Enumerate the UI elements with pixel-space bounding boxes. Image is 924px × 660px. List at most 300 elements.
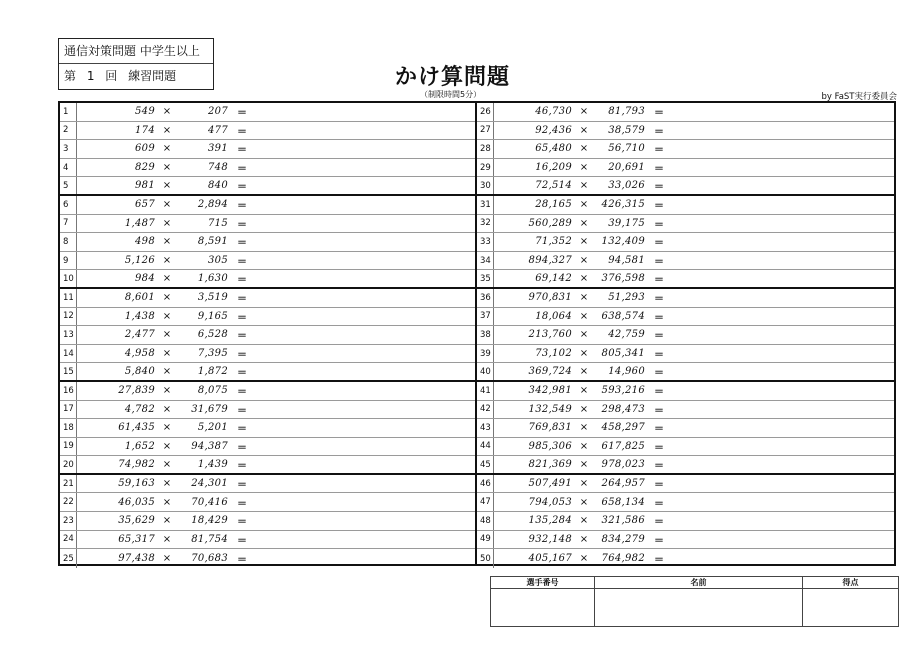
answer-space[interactable]: [673, 215, 894, 233]
problem-number: 34: [477, 252, 494, 270]
equals-sign: ＝: [237, 219, 247, 231]
problem-row: [60, 475, 475, 494]
equals-sign: ＝: [654, 442, 664, 454]
multiplicand: 46,035: [118, 496, 155, 508]
multiplier: 658,134: [601, 496, 645, 508]
multiplier: 2,894: [197, 199, 228, 211]
multiplier: 978,023: [601, 459, 645, 471]
multiply-sign: ×: [579, 292, 589, 304]
answer-space[interactable]: [673, 233, 894, 251]
problem-row: [477, 159, 894, 178]
answer-space[interactable]: [673, 363, 894, 380]
multiplier: 7,395: [197, 348, 228, 360]
equals-sign: ＝: [237, 331, 247, 343]
multiplier: 81,793: [608, 106, 645, 118]
equals-sign: ＝: [237, 517, 247, 529]
multiplicand: 8,601: [124, 292, 155, 304]
multiplier: 376,598: [601, 273, 645, 285]
multiply-sign: ×: [579, 217, 589, 229]
multiplier: 298,473: [601, 403, 645, 415]
multiply-sign: ×: [579, 422, 589, 434]
problem-row: [477, 438, 894, 457]
problem-number: 50: [477, 549, 494, 568]
problem-row: [477, 233, 894, 252]
answer-space[interactable]: [256, 215, 475, 233]
problem-number: 38: [477, 326, 494, 344]
multiplier: 715: [208, 217, 228, 229]
answer-space[interactable]: [256, 233, 475, 251]
problem-row: [60, 215, 475, 234]
answer-space[interactable]: [673, 438, 894, 456]
problem-row: [477, 103, 894, 122]
equals-sign: ＝: [654, 294, 664, 306]
problem-number: 26: [477, 103, 494, 121]
answer-space[interactable]: [256, 289, 475, 307]
multiply-sign: ×: [162, 366, 172, 378]
multiply-sign: ×: [162, 553, 172, 565]
answer-space[interactable]: [256, 531, 475, 549]
problem-row: [60, 438, 475, 457]
answer-space[interactable]: [673, 549, 894, 568]
multiply-sign: ×: [579, 533, 589, 545]
multiplicand: 46,730: [535, 106, 572, 118]
problem-number: 45: [477, 456, 494, 473]
equals-sign: ＝: [654, 182, 664, 194]
answer-space[interactable]: [256, 103, 475, 121]
problem-number: 40: [477, 363, 494, 380]
multiply-sign: ×: [162, 292, 172, 304]
equals-sign: ＝: [237, 201, 247, 213]
multiply-sign: ×: [162, 329, 172, 341]
multiply-sign: ×: [162, 199, 172, 211]
problem-row: [60, 177, 475, 196]
problem-row: [477, 140, 894, 159]
multiplier: 458,297: [601, 422, 645, 434]
multiplicand: 794,053: [528, 496, 572, 508]
problems-column-right: [477, 103, 894, 567]
problem-number: 44: [477, 438, 494, 456]
equals-sign: ＝: [237, 442, 247, 454]
multiply-sign: ×: [162, 385, 172, 397]
multiply-sign: ×: [162, 478, 172, 490]
multiplicand: 932,148: [528, 533, 572, 545]
problem-number: 18: [60, 419, 77, 437]
answer-space[interactable]: [673, 512, 894, 530]
answer-space[interactable]: [256, 549, 475, 568]
equals-sign: ＝: [654, 461, 664, 473]
multiply-sign: ×: [579, 143, 589, 155]
answer-space[interactable]: [673, 122, 894, 140]
multiplicand: 65,480: [535, 143, 572, 155]
answer-space[interactable]: [256, 401, 475, 419]
multiplier: 56,710: [608, 143, 645, 155]
problem-number: 35: [477, 270, 494, 287]
problem-row: [477, 177, 894, 196]
multiplicand: 5,840: [124, 366, 155, 378]
player-number-cell[interactable]: [491, 589, 595, 627]
equals-sign: ＝: [654, 145, 664, 157]
multiplicand: 61,435: [118, 422, 155, 434]
problem-row: [477, 196, 894, 215]
problem-row: [60, 382, 475, 401]
multiply-sign: ×: [162, 143, 172, 155]
multiplier: 20,691: [608, 162, 645, 174]
multiply-sign: ×: [162, 440, 172, 452]
answer-space[interactable]: [673, 493, 894, 511]
equals-sign: ＝: [237, 461, 247, 473]
problem-row: [60, 252, 475, 271]
equals-sign: ＝: [654, 368, 664, 380]
equals-sign: ＝: [237, 126, 247, 138]
problem-row: [60, 270, 475, 289]
multiplicand: 981: [135, 180, 155, 192]
answer-space[interactable]: [256, 493, 475, 511]
credit-text: by FaST実行委員会: [821, 92, 897, 102]
multiplier: 24,301: [191, 478, 228, 490]
multiplier: 1,872: [197, 366, 228, 378]
problem-row: [477, 252, 894, 271]
answer-space[interactable]: [256, 419, 475, 437]
problem-number: 14: [60, 345, 77, 363]
multiplicand: 72,514: [535, 180, 572, 192]
worksheet-info-box: [58, 38, 214, 90]
equals-sign: ＝: [654, 555, 664, 567]
problem-number: 48: [477, 512, 494, 530]
problem-number: 29: [477, 159, 494, 177]
multiplier: 39,175: [608, 217, 645, 229]
equals-sign: ＝: [237, 498, 247, 510]
multiplier: 840: [208, 180, 228, 192]
equals-sign: ＝: [237, 480, 247, 492]
multiplier: 94,387: [191, 440, 228, 452]
equals-sign: ＝: [654, 424, 664, 436]
answer-space[interactable]: [673, 308, 894, 326]
equals-sign: ＝: [654, 331, 664, 343]
multiplier: 9,165: [197, 310, 228, 322]
multiplicand: 405,167: [528, 553, 572, 565]
problem-number: 22: [60, 493, 77, 511]
name-cell[interactable]: [595, 589, 803, 627]
equals-sign: ＝: [654, 387, 664, 399]
problem-row: [60, 549, 475, 568]
multiplicand: 71,352: [535, 236, 572, 248]
problem-row: [60, 103, 475, 122]
multiplicand: 549: [135, 106, 155, 118]
problem-row: [60, 456, 475, 475]
multiplicand: 769,831: [528, 422, 572, 434]
multiplicand: 507,491: [528, 478, 572, 490]
equals-sign: ＝: [654, 498, 664, 510]
answer-space[interactable]: [256, 363, 475, 380]
problem-row: [477, 456, 894, 475]
problem-number: 10: [60, 270, 77, 287]
multiplicand: 821,369: [528, 459, 572, 471]
problem-number: 24: [60, 531, 77, 549]
problem-number: 20: [60, 456, 77, 473]
problem-number: 31: [477, 196, 494, 214]
equals-sign: ＝: [237, 238, 247, 250]
problem-number: 5: [60, 177, 77, 194]
multiplier: 51,293: [608, 292, 645, 304]
problem-row: [477, 401, 894, 420]
multiplicand: 74,982: [118, 459, 155, 471]
multiplier: 5,201: [197, 422, 228, 434]
problem-number: 3: [60, 140, 77, 158]
problem-row: [477, 531, 894, 550]
multiplicand: 92,436: [535, 124, 572, 136]
answer-space[interactable]: [673, 252, 894, 270]
multiply-sign: ×: [579, 385, 589, 397]
multiply-sign: ×: [162, 180, 172, 192]
answer-space[interactable]: [673, 401, 894, 419]
multiply-sign: ×: [162, 124, 172, 136]
multiplier: 834,279: [601, 533, 645, 545]
multiplier: 132,409: [601, 236, 645, 248]
equals-sign: ＝: [654, 535, 664, 547]
equals-sign: ＝: [237, 145, 247, 157]
problem-number: 32: [477, 215, 494, 233]
problem-number: 39: [477, 345, 494, 363]
problem-number: 1: [60, 103, 77, 121]
answer-space[interactable]: [673, 345, 894, 363]
problem-number: 25: [60, 549, 77, 568]
problem-number: 7: [60, 215, 77, 233]
multiplier: 638,574: [601, 310, 645, 322]
multiply-sign: ×: [162, 273, 172, 285]
multiply-sign: ×: [162, 162, 172, 174]
score-header: 得点: [803, 577, 899, 589]
multiplier: 8,591: [197, 236, 228, 248]
multiplicand: 16,209: [535, 162, 572, 174]
problem-row: [60, 493, 475, 512]
multiplier: 14,960: [608, 366, 645, 378]
page-title: かけ算問題: [395, 64, 511, 90]
problem-number: 12: [60, 308, 77, 326]
problem-row: [477, 308, 894, 327]
multiply-sign: ×: [579, 553, 589, 565]
multiplier: 42,759: [608, 329, 645, 341]
problem-number: 27: [477, 122, 494, 140]
answer-space[interactable]: [673, 382, 894, 400]
equals-sign: ＝: [654, 275, 664, 287]
answer-space[interactable]: [673, 270, 894, 287]
multiplier: 426,315: [601, 199, 645, 211]
problem-row: [477, 512, 894, 531]
multiplicand: 27,839: [118, 385, 155, 397]
problems-column-left: [60, 103, 477, 567]
multiplier: 617,825: [601, 440, 645, 452]
multiply-sign: ×: [162, 515, 172, 527]
answer-space[interactable]: [256, 308, 475, 326]
answer-space[interactable]: [256, 122, 475, 140]
multiply-sign: ×: [162, 348, 172, 360]
answer-space[interactable]: [673, 456, 894, 473]
multiplier: 1,630: [197, 273, 228, 285]
multiplicand: 65,317: [118, 533, 155, 545]
answer-space[interactable]: [673, 326, 894, 344]
multiplier: 31,679: [191, 403, 228, 415]
equals-sign: ＝: [654, 126, 664, 138]
answer-space[interactable]: [256, 140, 475, 158]
multiply-sign: ×: [162, 106, 172, 118]
multiply-sign: ×: [579, 366, 589, 378]
answer-space[interactable]: [256, 177, 475, 194]
equals-sign: ＝: [237, 387, 247, 399]
problem-number: 43: [477, 419, 494, 437]
multiplier: 748: [208, 162, 228, 174]
multiply-sign: ×: [579, 478, 589, 490]
equals-sign: ＝: [654, 201, 664, 213]
answer-space[interactable]: [256, 326, 475, 344]
multiplicand: 2,477: [124, 329, 155, 341]
answer-space[interactable]: [673, 159, 894, 177]
multiply-sign: ×: [579, 496, 589, 508]
multiply-sign: ×: [579, 273, 589, 285]
multiplicand: 609: [135, 143, 155, 155]
multiply-sign: ×: [579, 199, 589, 211]
multiplier: 8,075: [197, 385, 228, 397]
multiply-sign: ×: [579, 236, 589, 248]
equals-sign: ＝: [654, 219, 664, 231]
multiplicand: 132,549: [528, 403, 572, 415]
answer-space[interactable]: [256, 345, 475, 363]
problem-row: [477, 419, 894, 438]
multiplier: 1,439: [197, 459, 228, 471]
multiplicand: 970,831: [528, 292, 572, 304]
problem-row: [477, 493, 894, 512]
answer-space[interactable]: [673, 140, 894, 158]
problem-number: 23: [60, 512, 77, 530]
multiply-sign: ×: [579, 403, 589, 415]
multiplier: 207: [208, 106, 228, 118]
multiplier: 33,026: [608, 180, 645, 192]
multiply-sign: ×: [162, 533, 172, 545]
multiply-sign: ×: [579, 329, 589, 341]
multiply-sign: ×: [162, 496, 172, 508]
answer-space[interactable]: [673, 289, 894, 307]
multiplier: 593,216: [601, 385, 645, 397]
multiplier: 38,579: [608, 124, 645, 136]
multiply-sign: ×: [162, 217, 172, 229]
multiply-sign: ×: [579, 124, 589, 136]
answer-space[interactable]: [673, 531, 894, 549]
problem-row: [60, 140, 475, 159]
problem-number: 4: [60, 159, 77, 177]
problem-number: 46: [477, 475, 494, 493]
time-limit: （制限時間5分）: [420, 90, 482, 99]
worksheet-category: 通信対策問題 中学生以上: [59, 39, 213, 64]
problem-row: [477, 382, 894, 401]
answer-space[interactable]: [673, 177, 894, 194]
answer-space[interactable]: [256, 438, 475, 456]
answer-space[interactable]: [256, 159, 475, 177]
problem-number: 47: [477, 493, 494, 511]
multiply-sign: ×: [579, 162, 589, 174]
problem-number: 13: [60, 326, 77, 344]
multiplicand: 1,652: [124, 440, 155, 452]
equals-sign: ＝: [237, 535, 247, 547]
multiplicand: 657: [135, 199, 155, 211]
problem-row: [60, 531, 475, 550]
problem-number: 41: [477, 382, 494, 400]
score-cell[interactable]: [803, 589, 899, 627]
multiplicand: 28,165: [535, 199, 572, 211]
multiply-sign: ×: [579, 310, 589, 322]
name-header: 名前: [595, 577, 803, 589]
multiply-sign: ×: [579, 348, 589, 360]
answer-space[interactable]: [256, 475, 475, 493]
answer-space[interactable]: [256, 196, 475, 214]
problems-grid: [58, 101, 896, 566]
multiply-sign: ×: [162, 236, 172, 248]
problem-row: [60, 326, 475, 345]
equals-sign: ＝: [237, 368, 247, 380]
equals-sign: ＝: [237, 257, 247, 269]
answer-space[interactable]: [256, 270, 475, 287]
equals-sign: ＝: [654, 164, 664, 176]
multiplier: 81,754: [191, 533, 228, 545]
equals-sign: ＝: [237, 275, 247, 287]
answer-space[interactable]: [256, 252, 475, 270]
multiplicand: 18,064: [535, 310, 572, 322]
player-number-header: 選手番号: [491, 577, 595, 589]
multiplicand: 73,102: [535, 348, 572, 360]
multiplier: 321,586: [601, 515, 645, 527]
multiplier: 70,416: [191, 496, 228, 508]
multiplicand: 35,629: [118, 515, 155, 527]
equals-sign: ＝: [654, 350, 664, 362]
problem-number: 11: [60, 289, 77, 307]
multiplicand: 1,438: [124, 310, 155, 322]
multiplicand: 174: [135, 124, 155, 136]
problem-number: 37: [477, 308, 494, 326]
worksheet-round: 第 1 回 練習問題: [64, 69, 177, 83]
multiplicand: 4,782: [124, 403, 155, 415]
multiplier: 70,683: [191, 553, 228, 565]
problem-number: 6: [60, 196, 77, 214]
problem-row: [477, 345, 894, 364]
problem-row: [477, 549, 894, 568]
problem-number: 33: [477, 233, 494, 251]
multiplicand: 4,958: [124, 348, 155, 360]
problem-row: [60, 512, 475, 531]
answer-space[interactable]: [673, 419, 894, 437]
equals-sign: ＝: [237, 312, 247, 324]
multiplicand: 369,724: [528, 366, 572, 378]
multiplier: 391: [208, 143, 228, 155]
problem-number: 28: [477, 140, 494, 158]
answer-space[interactable]: [673, 475, 894, 493]
equals-sign: ＝: [237, 405, 247, 417]
multiply-sign: ×: [579, 180, 589, 192]
multiplicand: 985,306: [528, 440, 572, 452]
problem-number: 21: [60, 475, 77, 493]
equals-sign: ＝: [654, 108, 664, 120]
problem-row: [60, 401, 475, 420]
problem-number: 49: [477, 531, 494, 549]
multiplier: 805,341: [601, 348, 645, 360]
problem-row: [60, 196, 475, 215]
answer-space[interactable]: [256, 456, 475, 473]
problem-number: 17: [60, 401, 77, 419]
answer-space[interactable]: [673, 103, 894, 121]
answer-space[interactable]: [256, 382, 475, 400]
problem-number: 36: [477, 289, 494, 307]
multiply-sign: ×: [162, 255, 172, 267]
answer-space[interactable]: [673, 196, 894, 214]
equals-sign: ＝: [237, 108, 247, 120]
answer-space[interactable]: [256, 512, 475, 530]
